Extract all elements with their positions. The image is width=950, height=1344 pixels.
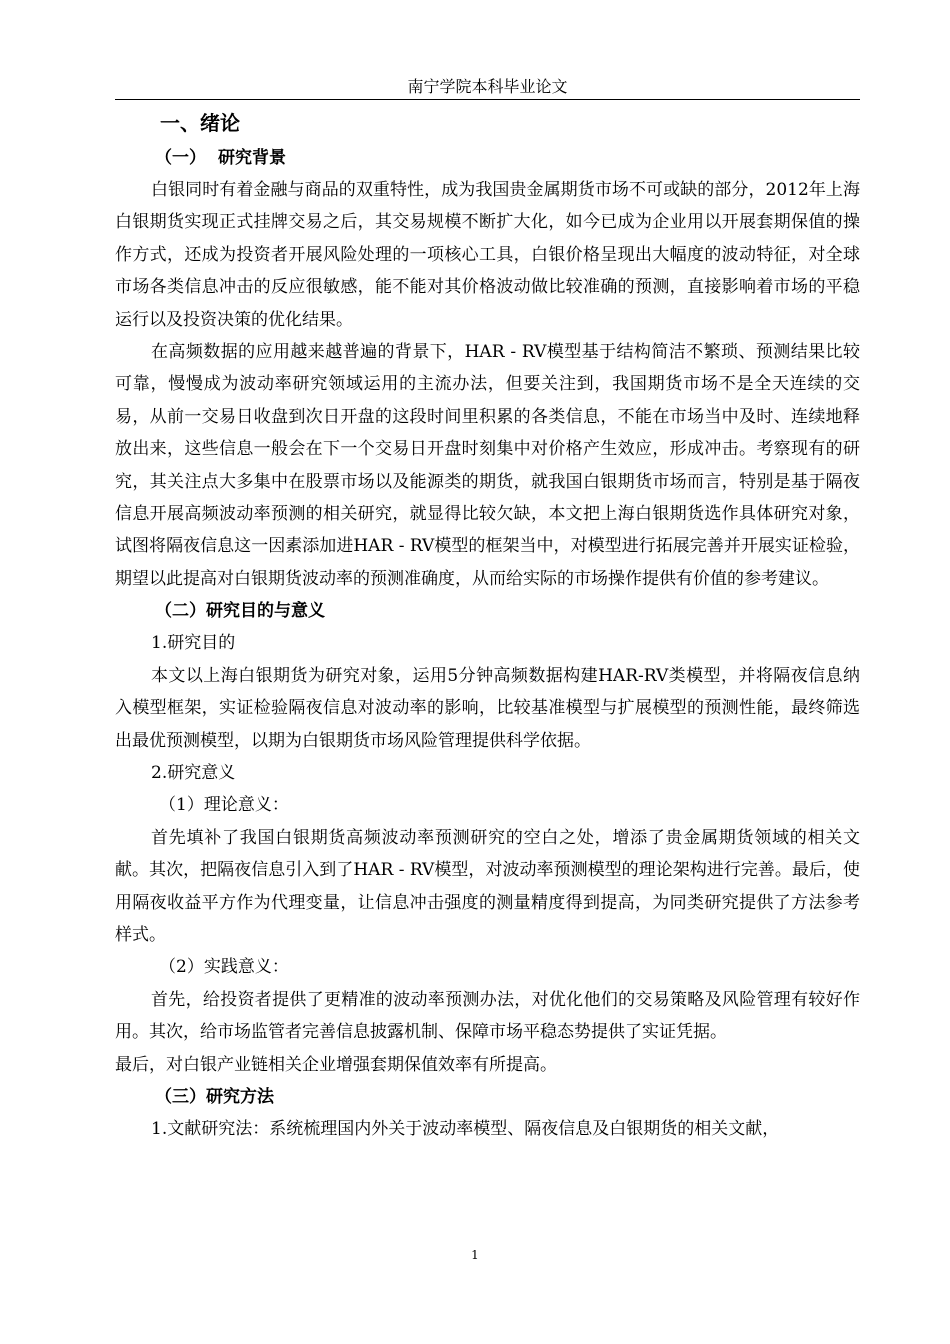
section-heading-methods: （三）研究方法: [155, 1086, 274, 1107]
theory-label: （1）理论意义：: [159, 795, 289, 816]
section-title: 研究背景: [218, 148, 286, 168]
running-header: 南宁学院本科毕业论文: [407, 77, 568, 96]
practice-label: （2）实践意义：: [159, 957, 289, 978]
practice-last-line: 最后，对白银产业链相关企业增强套期保值效率有所提高。: [115, 1054, 557, 1075]
section-heading-background: [115, 142, 860, 174]
practice-paragraph: 首先，给投资者提供了更精准的波动率预测办法，对优化他们的交易策略及风险管理有较好作用。其次，给市场监管者完善信息披露机制、保障市场平稳态势提供了实证凭据。: [115, 989, 860, 1043]
header-rule: [115, 99, 860, 100]
purpose-paragraph: 本文以上海白银期货为研究对象，运用5分钟高频数据构建HAR-RV类模型，并将隔夜信息纳入模型框架，实证检验隔夜信息对波动率的影响，比较基准模型与扩展模型的预测性能，最终筛选出最优预测模型，以期为白银期货市场风险管理提供科学依据。: [115, 665, 860, 751]
page-body: [115, 108, 860, 1145]
significance-label: 2.研究意义: [151, 762, 236, 783]
background-paragraph-1: 白银同时有着金融与商品的双重特性，成为我国贵金属期货市场不可或缺的部分，2012年上海白银期货实现正式挂牌交易之后，其交易规模不断扩大化，如今已成为企业用以开展套期保值的操作方式，还成为投资者开展风险处理的一项核心工具，白银价格呈现出大幅度的波动特征，对全球市场各类信息冲击的反应很敏感，能不能对其价格波动做比较准确的预测，直接影响着市场的平稳运行以及投资决策的优化结果。: [115, 180, 860, 330]
method-literature: 1.文献研究法：系统梳理国内外关于波动率模型、隔夜信息及白银期货的相关文献，: [151, 1118, 780, 1139]
chapter-title: 一、绪论: [160, 111, 240, 135]
theory-paragraph: 首先填补了我国白银期货高频波动率预测研究的空白之处，增添了贵金属期货领域的相关文献。其次，把隔夜信息引入到了HAR - RV模型，对波动率预测模型的理论架构进行完善。最后，使用隔夜收益平方作为代理变量，让信息冲击强度的测量精度得到提高，为同类研究提供了方法参考样式。: [115, 827, 860, 945]
section-heading-purpose: （二）研究目的与意义: [155, 601, 325, 622]
purpose-label: 1.研究目的: [151, 633, 236, 654]
page-number: 1: [471, 1248, 479, 1262]
section-number: （一）: [155, 148, 206, 168]
background-paragraph-2: 在高频数据的应用越来越普遍的背景下，HAR - RV模型基于结构简洁不繁琐、预测结果比较可靠，慢慢成为波动率研究领域运用的主流办法，但要关注到，我国期货市场不是全天连续的交易，从前一交易日收盘到次日开盘的这段时间里积累的各类信息，不能在市场当中及时、连续地释放出来，这些信息一般会在下一个交易日开盘时刻集中对价格产生效应，形成冲击。考察现有的研究，其关注点大多集中在股票市场以及能源类的期货，就我国白银期货市场而言，特别是基于隔夜信息开展高频波动率预测的相关研究，就显得比较欠缺，本文把上海白银期货选作具体研究对象，试图将隔夜信息这一因素添加进HAR - RV模型的框架当中，对模型进行拓展完善并开展实证检验，期望以此提高对白银期货波动率的预测准确度，从而给实际的市场操作提供有价值的参考建议。: [115, 342, 860, 589]
